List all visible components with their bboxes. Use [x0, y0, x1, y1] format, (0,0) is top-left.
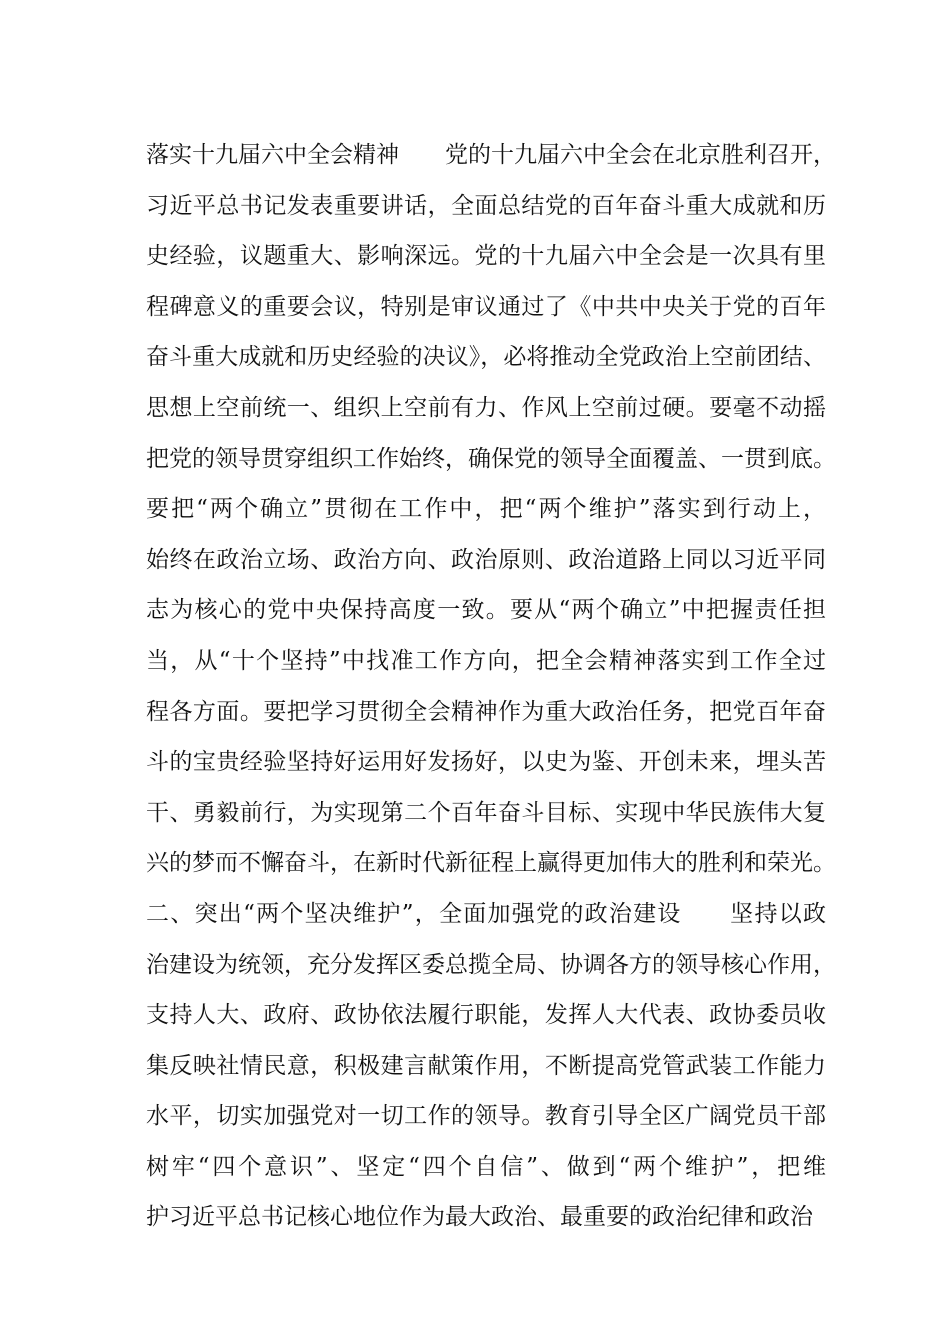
text-line-17: 治建设为统领，充分发挥区委总揽全局、协调各方的领导核心作用， [146, 951, 836, 978]
text-line-10: 志为核心的党中央保持高度一致。要从“两个确立”中把握责任担 [146, 597, 826, 624]
text-line-18: 支持人大、政府、政协依法履行职能，发挥人大代表、政协委员收 [146, 1002, 826, 1029]
text-line-2: 习近平总书记发表重要讲话，全面总结党的百年奋斗重大成就和历 [146, 192, 826, 219]
text-line-7: 把党的领导贯穿组织工作始终，确保党的领导全面覆盖、一贯到底。 [146, 445, 836, 472]
text-line-3: 史经验，议题重大、影响深远。党的十九届六中全会是一次具有里 [146, 243, 826, 270]
text-line-1: 落实十九届六中全会精神 党的十九届六中全会在北京胜利召开， [146, 142, 836, 168]
body-text [146, 130, 836, 1243]
text-line-8: 要把“两个确立”贯彻在工作中，把“两个维护”落实到行动上， [146, 496, 826, 523]
text-line-5: 奋斗重大成就和历史经验的决议》，必将推动全党政治上空前团结、 [146, 344, 826, 371]
text-line-20: 水平，切实加强党对一切工作的领导。教育引导全区广阔党员干部 [146, 1103, 826, 1130]
text-line-19: 集反映社情民意，积极建言献策作用，不断提高党管武装工作能力 [146, 1052, 826, 1079]
text-line-4: 程碑意义的重要会议，特别是审议通过了《中共中央关于党的百年 [146, 293, 826, 320]
text-line-21: 树牢“四个意识”、坚定“四个自信”、做到“两个维护”，把维 [146, 1153, 826, 1180]
text-line-13: 斗的宝贵经验坚持好运用好发扬好，以史为鉴、开创未来，埋头苦 [146, 749, 826, 776]
text-line-15: 兴的梦而不懈奋斗，在新时代新征程上赢得更加伟大的胜利和荣光。 [146, 850, 836, 877]
text-line-12: 程各方面。要把学习贯彻全会精神作为重大政治任务，把党百年奋 [146, 698, 826, 725]
text-line-22: 护习近平总书记核心地位作为最大政治、最重要的政治纪律和政治 [146, 1204, 813, 1231]
text-line-14: 干、勇毅前行，为实现第二个百年奋斗目标、实现中华民族伟大复 [146, 799, 826, 826]
text-line-16: 二、突出“两个坚决维护”，全面加强党的政治建设 坚持以政 [146, 900, 826, 927]
text-line-6: 思想上空前统一、组织上空前有力、作风上空前过硬。要毫不动摇 [146, 394, 826, 421]
text-line-11: 当，从“十个坚持”中找准工作方向，把全会精神落实到工作全过 [146, 647, 826, 674]
text-line-9: 始终在政治立场、政治方向、政治原则、政治道路上同以习近平同 [146, 546, 826, 573]
